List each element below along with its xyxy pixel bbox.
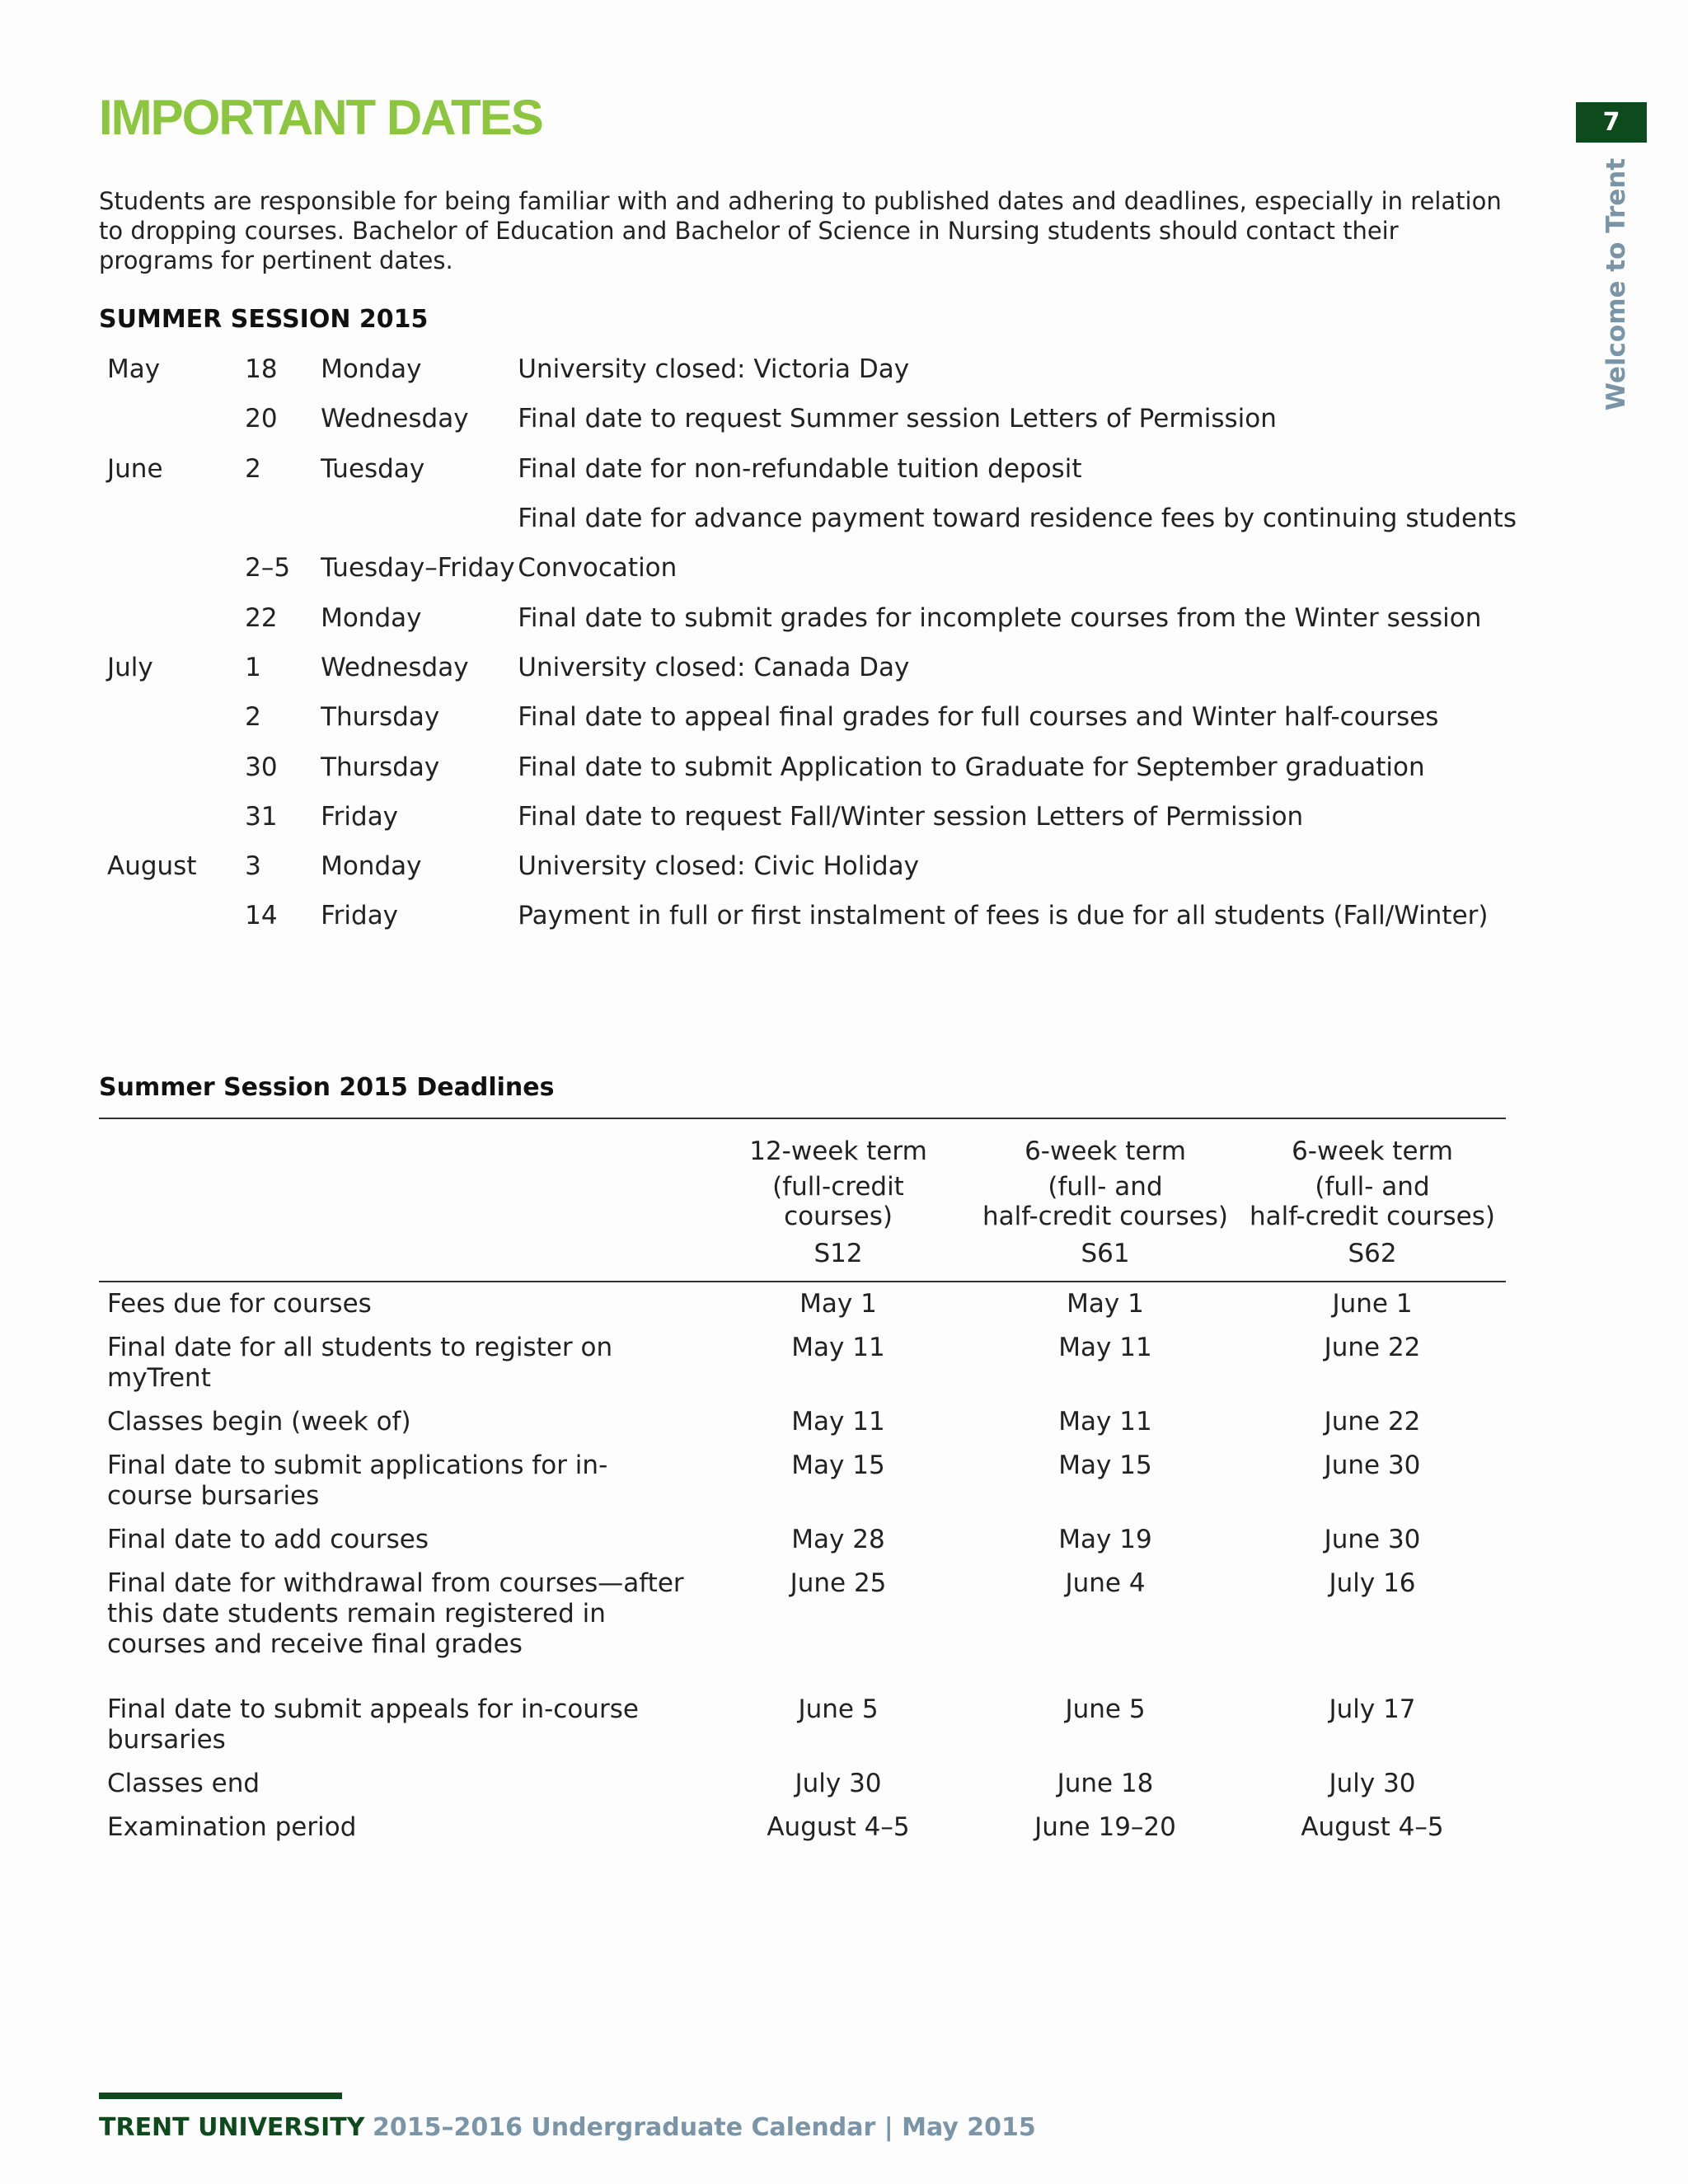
date-day: 18 xyxy=(245,354,278,385)
column-term-length: 12-week term xyxy=(749,1137,927,1166)
date-weekday: Tuesday xyxy=(321,453,425,484)
date-day: 20 xyxy=(245,404,278,434)
column-credit-type: (full-credit courses) xyxy=(772,1172,904,1231)
date-weekday: Wednesday xyxy=(321,652,469,682)
deadline-s61: May 11 xyxy=(1058,1407,1152,1436)
date-weekday: Friday xyxy=(321,801,399,832)
deadline-s62: July 16 xyxy=(1329,1568,1416,1598)
column-credit-type: (full- and half-credit courses) xyxy=(1249,1172,1495,1231)
date-month: May xyxy=(107,354,161,385)
date-month xyxy=(99,692,245,742)
deadline-s12: August 4–5 xyxy=(767,1812,910,1842)
deadline-s12: June 5 xyxy=(798,1694,879,1724)
deadline-s62: July 17 xyxy=(1329,1694,1416,1724)
footer-university-name: TRENT UNIVERSITY xyxy=(99,2113,365,2142)
date-row xyxy=(99,543,1517,593)
date-day: 22 xyxy=(245,602,278,633)
date-month xyxy=(99,494,245,543)
date-month xyxy=(99,593,245,642)
column-term-length: 6-week term xyxy=(1025,1137,1186,1166)
deadline-label: Examination period xyxy=(107,1812,357,1842)
deadline-label: Final date to submit applications for in-course bursaries xyxy=(107,1451,608,1511)
date-row xyxy=(99,494,1517,543)
deadline-s62: August 4–5 xyxy=(1301,1812,1444,1842)
date-month xyxy=(99,394,245,443)
deadline-s12: May 15 xyxy=(791,1451,885,1480)
deadline-s61: May 1 xyxy=(1067,1289,1144,1319)
deadlines-table xyxy=(99,1118,1506,1849)
date-event: University closed: Victoria Day xyxy=(518,354,910,385)
deadline-row xyxy=(99,1282,1506,1326)
date-row xyxy=(99,444,1517,494)
date-day: 31 xyxy=(245,801,278,832)
deadline-row xyxy=(99,1762,1506,1806)
page-title: IMPORTANT DATES xyxy=(99,90,542,145)
date-day xyxy=(245,494,321,543)
date-weekday: Thursday xyxy=(321,702,440,733)
deadline-s12: July 30 xyxy=(795,1769,882,1798)
deadline-label: Classes begin (week of) xyxy=(107,1407,411,1436)
footer-rule xyxy=(99,2093,342,2099)
deadline-s12: May 1 xyxy=(799,1289,877,1319)
date-row xyxy=(99,593,1517,642)
date-month xyxy=(99,543,245,593)
deadline-s62: June 22 xyxy=(1324,1333,1421,1362)
page-number-badge: 7 xyxy=(1576,102,1647,143)
date-row xyxy=(99,643,1517,692)
column-header-s12 xyxy=(705,1118,972,1282)
deadline-s61: May 15 xyxy=(1058,1451,1152,1480)
summer-session-heading: SUMMER SESSION 2015 xyxy=(99,305,429,334)
date-month: August xyxy=(107,851,197,882)
deadlines-header-row xyxy=(99,1118,1506,1282)
deadline-s62: June 22 xyxy=(1324,1407,1421,1436)
date-month xyxy=(99,742,245,791)
date-month: July xyxy=(107,652,153,682)
date-event: Final date for non-refundable tuition deposit xyxy=(518,453,1082,484)
deadline-s61: May 11 xyxy=(1058,1333,1152,1362)
date-weekday: Monday xyxy=(321,602,422,633)
date-day: 30 xyxy=(245,752,278,782)
date-day: 2 xyxy=(245,702,261,733)
date-row xyxy=(99,841,1517,891)
date-weekday: Tuesday–Friday xyxy=(321,553,515,583)
date-weekday: Wednesday xyxy=(321,404,469,434)
date-weekday: Monday xyxy=(321,851,422,882)
deadline-label: Classes end xyxy=(107,1769,260,1798)
deadline-row xyxy=(99,1562,1506,1688)
deadline-label: Final date to add courses xyxy=(107,1525,429,1554)
deadline-s62: July 30 xyxy=(1329,1769,1416,1798)
date-event: University closed: Canada Day xyxy=(518,652,910,682)
date-event: Final date for advance payment toward residence fees by continuing students xyxy=(518,504,1517,534)
date-day: 1 xyxy=(245,652,261,682)
date-day: 2 xyxy=(245,453,261,484)
deadline-s12: May 11 xyxy=(791,1407,885,1436)
deadline-row xyxy=(99,1326,1506,1400)
date-event: University closed: Civic Holiday xyxy=(518,851,919,882)
deadline-label: Fees due for courses xyxy=(107,1289,372,1319)
date-event: Payment in full or first instalment of fees is due for all students (Fall/Winter) xyxy=(518,901,1489,931)
deadline-s61: June 19–20 xyxy=(1034,1812,1176,1842)
date-row xyxy=(99,742,1517,791)
deadline-row xyxy=(99,1806,1506,1849)
date-row xyxy=(99,394,1517,443)
date-weekday xyxy=(321,494,518,543)
date-event: Final date to submit Application to Graduate for September graduation xyxy=(518,752,1425,782)
important-dates-table xyxy=(99,344,1517,941)
date-event: Final date to appeal final grades for full courses and Winter half-courses xyxy=(518,702,1439,733)
date-event: Final date to submit grades for incomplete courses from the Winter session xyxy=(518,602,1482,633)
date-event: Final date to request Summer session Letters of Permission xyxy=(518,404,1277,434)
deadline-s12: May 11 xyxy=(791,1333,885,1362)
date-event: Final date to request Fall/Winter session Letters of Permission xyxy=(518,801,1304,832)
deadline-row xyxy=(99,1444,1506,1518)
column-header-s62 xyxy=(1239,1118,1506,1282)
deadline-s12: June 25 xyxy=(790,1568,887,1598)
intro-paragraph: Students are responsible for being familiar with and adhering to published dates and deadlines, especially in relation to dropping courses. Bachelor of Education and Bachelor of Science in Nursing students should contact their programs for pertinent dates. xyxy=(99,187,1502,274)
column-session-code: S62 xyxy=(1348,1239,1397,1268)
deadline-label: Final date for all students to register on myTrent xyxy=(107,1333,613,1393)
column-term-length: 6-week term xyxy=(1292,1137,1453,1166)
date-row xyxy=(99,792,1517,841)
column-credit-type: (full- and half-credit courses) xyxy=(982,1172,1228,1231)
deadline-row xyxy=(99,1688,1506,1762)
date-row xyxy=(99,891,1517,940)
date-row xyxy=(99,692,1517,742)
deadline-row xyxy=(99,1518,1506,1562)
date-weekday: Monday xyxy=(321,354,422,385)
column-session-code: S61 xyxy=(1081,1239,1130,1268)
date-row xyxy=(99,344,1517,394)
deadline-s62: June 30 xyxy=(1324,1525,1421,1554)
deadline-s61: June 4 xyxy=(1065,1568,1146,1598)
column-session-code: S12 xyxy=(814,1239,863,1268)
header-blank-cell xyxy=(99,1118,705,1282)
date-month xyxy=(99,792,245,841)
deadline-s61: June 5 xyxy=(1065,1694,1146,1724)
date-day: 14 xyxy=(245,901,278,931)
section-side-label: Welcome to Trent xyxy=(1601,157,1631,411)
deadline-s12: May 28 xyxy=(791,1525,885,1554)
deadline-s62: June 30 xyxy=(1324,1451,1421,1480)
deadline-row xyxy=(99,1400,1506,1444)
column-header-s61 xyxy=(972,1118,1239,1282)
date-weekday: Thursday xyxy=(321,752,440,782)
deadline-label: Final date for withdrawal from courses—after this date students remain registered in courses and receive final grades xyxy=(107,1568,684,1659)
date-month xyxy=(99,891,245,940)
date-day: 2–5 xyxy=(245,553,291,583)
deadline-s62: June 1 xyxy=(1332,1289,1413,1319)
deadlines-heading: Summer Session 2015 Deadlines xyxy=(99,1073,555,1102)
deadline-s61: May 19 xyxy=(1058,1525,1152,1554)
date-event: Convocation xyxy=(518,553,678,583)
date-day: 3 xyxy=(245,851,261,882)
date-month: June xyxy=(107,453,163,484)
deadline-s61: June 18 xyxy=(1057,1769,1154,1798)
footer-calendar-info: 2015–2016 Undergraduate Calendar | May 2015 xyxy=(373,2113,1036,2142)
deadline-label: Final date to submit appeals for in-course bursaries xyxy=(107,1694,639,1755)
date-weekday: Friday xyxy=(321,901,399,931)
